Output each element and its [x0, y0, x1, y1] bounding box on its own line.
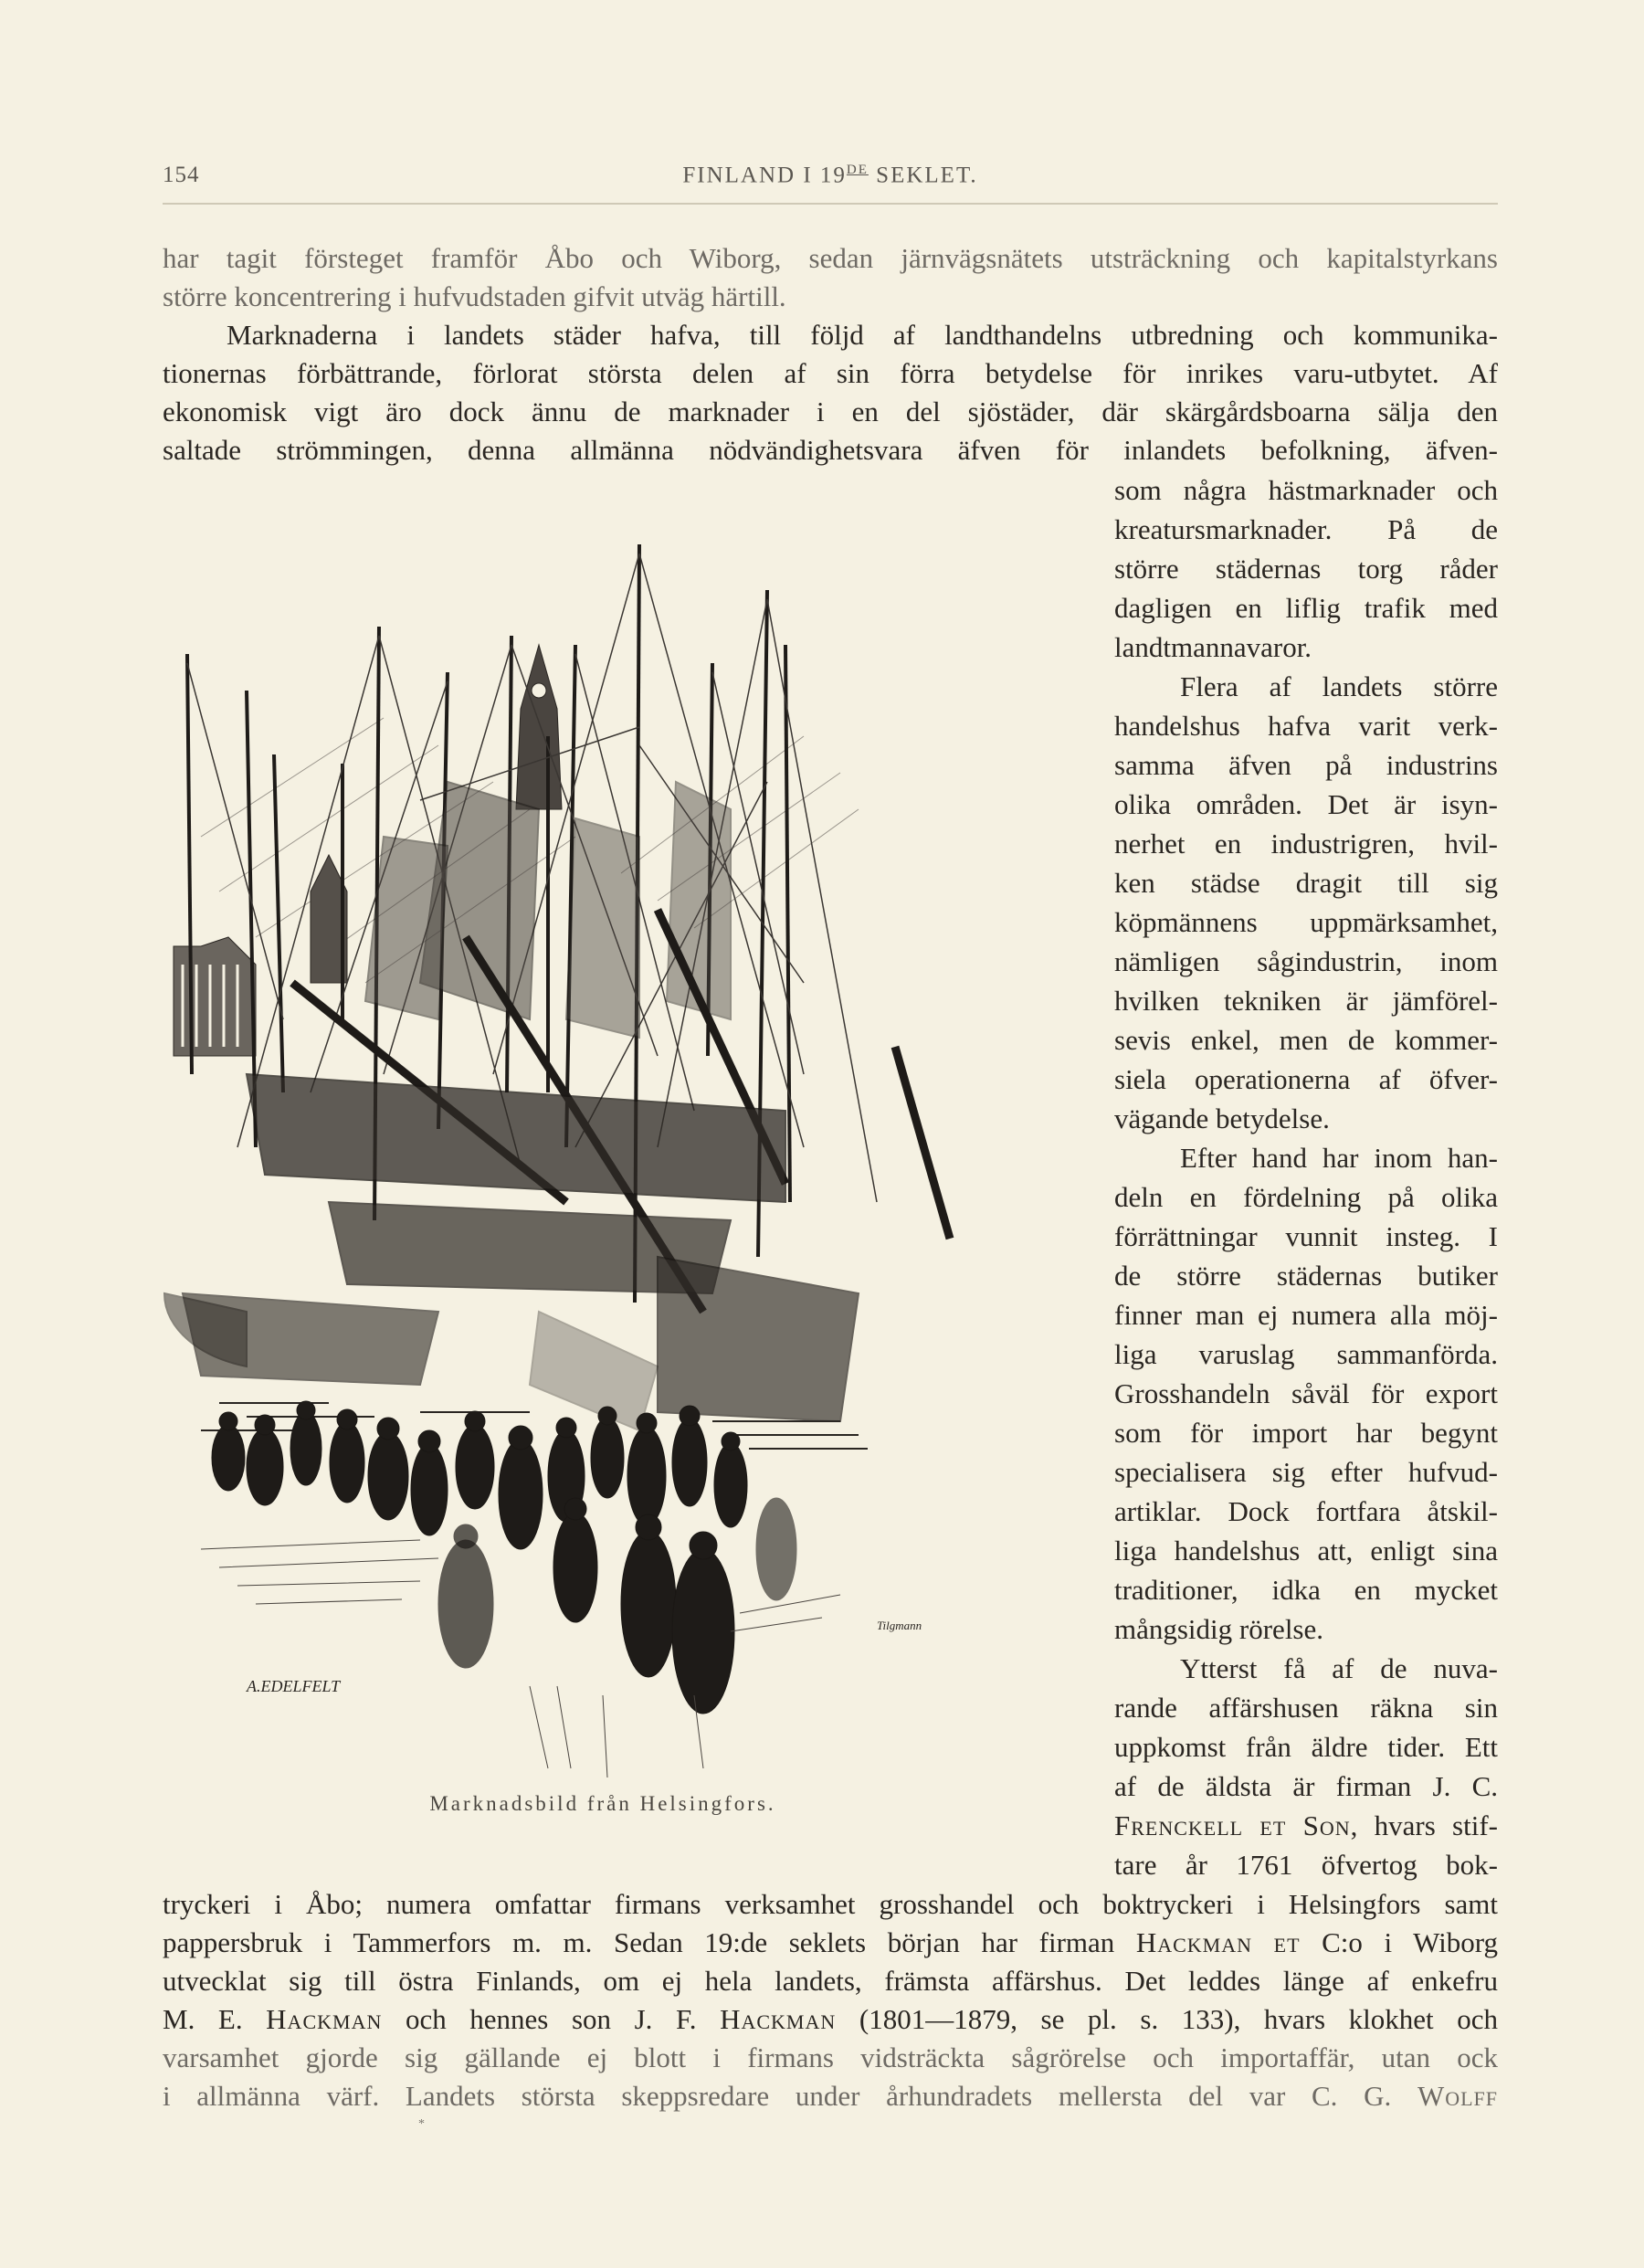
running-title-main: FINLAND I 19: [682, 163, 847, 188]
column-line: vägande betydelse.: [1114, 1102, 1330, 1134]
footnote-mark: *: [418, 2117, 425, 2131]
column-line: förrättningar vunnit insteg. I: [1114, 1220, 1498, 1252]
firm-name: Frenckell: [1114, 1809, 1244, 1841]
body-text: och hennes son J. F.: [382, 2003, 721, 2035]
body-text: C:o i Wiborg: [1300, 1926, 1498, 1958]
body-line: större koncentrering i hufvudstaden gifvit utväg härtill.: [163, 280, 786, 312]
person-name: Hackman: [720, 2003, 837, 2035]
column-line: samma äfven på industrins: [1114, 749, 1498, 781]
body-line: tionernas förbättrande, förlorat största delen af sin förra betydelse för inrikes varu-utbytet. Af: [163, 357, 1498, 389]
column-line: mångsidig rörelse.: [1114, 1613, 1324, 1645]
body-text: i allmänna värf. Landets största skeppsredare under århundradets mellersta del var C. G.: [163, 2080, 1417, 2112]
column-line: liga varuslag sammanförda.: [1114, 1338, 1498, 1370]
column-line: liga handelshus att, enligt sina: [1114, 1535, 1498, 1567]
running-title: [163, 163, 1498, 188]
person-name: Wolff: [1417, 2080, 1498, 2112]
column-line: dagligen en liflig trafik med: [1114, 592, 1498, 624]
column-line: Ytterst få af de nuva-: [1180, 1652, 1498, 1684]
column-line: uppkomst från äldre tider. Ett: [1114, 1731, 1498, 1763]
body-line: ekonomisk vigt äro dock ännu de marknader i en del sjöstäder, där skärgårdsboarna sälja den: [163, 396, 1498, 427]
body-line: utvecklat sig till östra Finlands, om ej hela landets, främsta affärshus. Det leddes länge af enkefru: [163, 1965, 1498, 1997]
body-line: saltade strömmingen, denna allmänna nödvändighetsvara äfven för inlandets befolkning, äfven-: [163, 434, 1498, 466]
running-title-sup: DE: [846, 163, 869, 177]
column-line: ken städse dragit till sig: [1114, 867, 1498, 899]
ship-hulls: [164, 1074, 859, 1421]
column-line: handelshus hafva varit verk-: [1114, 710, 1498, 742]
body-text: M. E.: [163, 2003, 267, 2035]
column-line: kreatursmarknader. På de: [1114, 513, 1498, 545]
column-line: sevis enkel, men de kommer-: [1114, 1024, 1498, 1056]
body-line: [163, 2000, 1498, 2039]
column-line: större städernas torg råder: [1114, 553, 1498, 585]
column-line: specialisera sig efter hufvud-: [1114, 1456, 1498, 1488]
column-line: artiklar. Dock fortfara åtskil-: [1114, 1495, 1498, 1527]
column-line: köpmännens uppmärksamhet,: [1114, 906, 1498, 938]
body-text: pappersbruk i Tammerfors m. m. Sedan 19:de seklets början har firman: [163, 1926, 1136, 1958]
foreground-hatching: [201, 1540, 840, 1777]
running-title-end: SEKLET.: [868, 163, 978, 188]
illustration-caption: Marknadsbild från Helsingfors.: [429, 1792, 776, 1815]
column-line: siela operationerna af öfver-: [1114, 1063, 1498, 1095]
column-line: finner man ej numera alla möj-: [1114, 1299, 1498, 1331]
firm-name: et: [1273, 1926, 1301, 1958]
firm-name: Son: [1302, 1809, 1351, 1841]
body-line: tryckeri i Åbo; numera omfattar firmans verksamhet grosshandel och boktryckeri i Helsingfors samt: [163, 1888, 1498, 1920]
column-line: rande affärshusen räkna sin: [1114, 1692, 1498, 1724]
column-line: som några hästmarknader och: [1114, 474, 1498, 506]
body-line: har tagit försteget framför Åbo och Wiborg, sedan järnvägsnätets utsträckning och kapitalstyrkans: [163, 242, 1498, 274]
column-line: nerhet en industrigren, hvil-: [1114, 828, 1498, 860]
engraver-signature: Tilgmann: [877, 1619, 922, 1632]
column-line: som för import har begynt: [1114, 1417, 1498, 1449]
column-line: af de äldsta är firman J. C.: [1114, 1770, 1498, 1802]
body-line: varsamhet gjorde sig gällande ej blott i firmans vidsträckta sågrörelse och importaffär, utan ock: [163, 2041, 1498, 2073]
running-head: [163, 163, 1498, 205]
column-line: nämligen sågindustrin, inom: [1114, 945, 1498, 977]
column-line: Flera af landets större: [1180, 670, 1498, 702]
body-text: (1801—1879, se pl. s. 133), hvars klokhet och: [836, 2003, 1498, 2035]
column-line: Grosshandeln såväl för export: [1114, 1377, 1498, 1409]
body-line: Marknaderna i landets städer hafva, till följd af landthandelns utbredning och kommunika-: [227, 319, 1498, 351]
page-number: 154: [163, 163, 200, 187]
column-line: deln en fördelning på olika: [1114, 1181, 1498, 1213]
body-line: [163, 2077, 1498, 2115]
column-line: landtmannavaror.: [1114, 631, 1312, 663]
firm-name: Hackman: [1135, 1926, 1253, 1958]
person-name: Hackman: [266, 2003, 383, 2035]
harbor-market-illustration: [146, 508, 1059, 1787]
column-line: [1114, 1807, 1498, 1845]
body-line: [163, 1924, 1498, 1962]
firm-name: et: [1259, 1809, 1287, 1841]
artist-signature: A.EDELFELT: [247, 1677, 341, 1695]
column-line: tare år 1761 öfvertog bok-: [1114, 1849, 1498, 1881]
column-line: traditioner, idka en mycket: [1114, 1574, 1498, 1606]
column-line-rest: , hvars stif-: [1350, 1809, 1498, 1841]
column-line: hvilken tekniken är jämförel-: [1114, 985, 1498, 1017]
column-line: Efter hand har inom han-: [1180, 1142, 1498, 1174]
market-crowd: [212, 1401, 796, 1714]
column-line: olika områden. Det är isyn-: [1114, 788, 1498, 820]
column-line: de större städernas butiker: [1114, 1260, 1498, 1292]
